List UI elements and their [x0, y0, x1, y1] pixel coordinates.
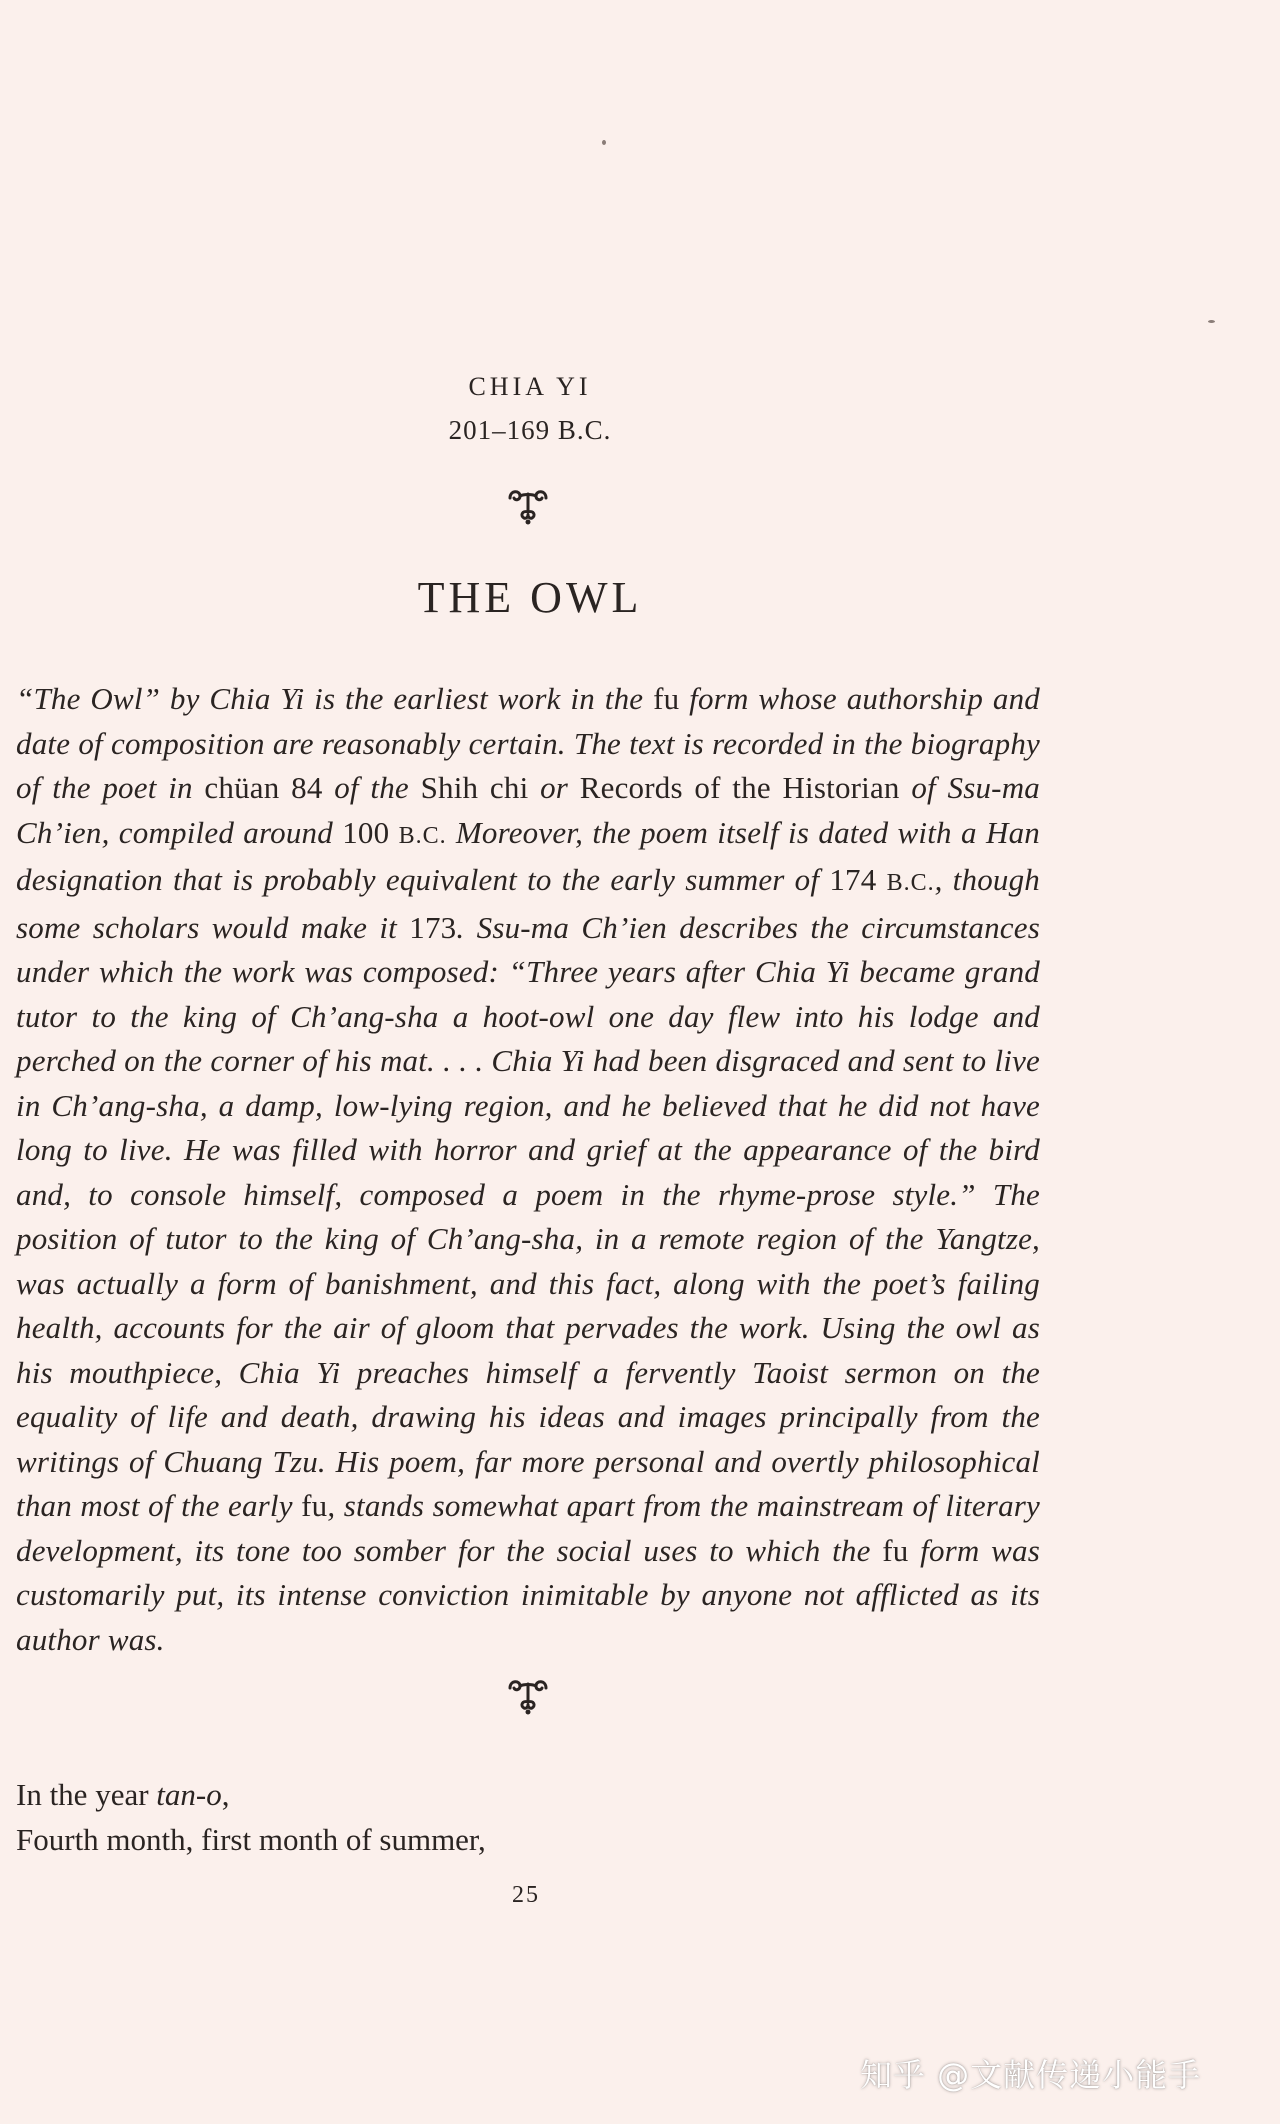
intro-segment: B.C. — [398, 822, 447, 849]
intro-segment: form was customarily put, its intense conviction inimitable by anyone not afflicted as its author was. — [16, 1532, 1040, 1657]
intro-segment: Records of the Historian — [579, 770, 900, 805]
intro-segment: of the — [322, 770, 421, 805]
intro-segment: B.C. — [886, 870, 935, 896]
intro-segment: . Ssu-ma Ch’ien describes the circumstances under which the work was composed: “Three years after Chia Yi became grand tutor to the king of Ch’ang-sha a hoot-owl one day flew into his lodge and perched on the corner of his mat. . . . Chia Yi had been disgraced and sent to live in Ch’ang-sha, a damp, low-lying region, and he believed that he did not have long to live. He was filled with horror and grief at the appearance of the bird and, to console himself, composed a poem in the rhyme-prose style.” The position of tutor to the king of Ch’ang-sha, in a remote region of the Yangtze, was actually a form of banishment, and this fact, along with the poet’s failing health, accounts for the air of gloom that pervades the work. Using the owl as his mouthpiece, Chia Yi preaches himself a fervently Taoist sermon on the equality of life and death, drawing his ideas and images principally from the writings of Chuang Tzu. His poem, far more personal and overtly philosophical than most of the early — [16, 909, 1040, 1523]
fleuron-icon — [504, 486, 552, 526]
poem-line — [16, 1772, 1040, 1817]
poem-line-italic: tan-o — [156, 1777, 222, 1812]
paper-speck — [1208, 320, 1215, 323]
intro-segment: fu — [301, 1488, 328, 1523]
intro-segment: of Ssu-ma Ch’ien, compiled around — [16, 770, 1040, 850]
intro-segment: chüan 84 — [204, 770, 323, 805]
fleuron-icon — [504, 1676, 552, 1716]
paper-speck — [602, 140, 606, 145]
intro-segment: 174 — [829, 862, 887, 897]
author-dates: 201–169 B.C. — [448, 415, 612, 445]
poem-title: THE OWL — [417, 573, 643, 622]
intro-segment: , though some scholars would make it — [16, 862, 1040, 945]
watermark: 知乎 @文献传递小能手 — [860, 2056, 1202, 2094]
intro-segment: or — [528, 770, 580, 805]
intro-segment: Shih chi — [420, 770, 529, 805]
author-name: CHIA YI — [468, 372, 592, 401]
intro-segment: Moreover, the poem itself is dated with a Han designation that is probably equivalent to the early summer of — [16, 814, 1040, 897]
intro-segment: form whose authorship and date of composition are reasonably certain. The text is recorded in the biography of the poet in — [16, 681, 1040, 805]
intro-segment: fu — [882, 1532, 909, 1568]
intro-segment: “The Owl” by Chia Yi is the earliest work in the — [16, 681, 654, 716]
page-number: 25 — [512, 1882, 540, 1908]
poem-line: Fourth month, first month of summer, — [16, 1822, 486, 1857]
poem-line-punctuation: , — [221, 1777, 230, 1812]
intro-segment: , stands somewhat apart from the mainstream of literary development, its tone too somber for the social uses to which the — [16, 1488, 1040, 1568]
poem-text — [16, 1772, 1040, 1862]
intro-segment: 173 — [409, 909, 457, 945]
intro-segment: fu — [653, 681, 680, 716]
poem-line-text: In the year — [16, 1777, 157, 1812]
intro-segment: 100 — [342, 814, 399, 850]
introduction-paragraph — [16, 677, 1040, 1662]
